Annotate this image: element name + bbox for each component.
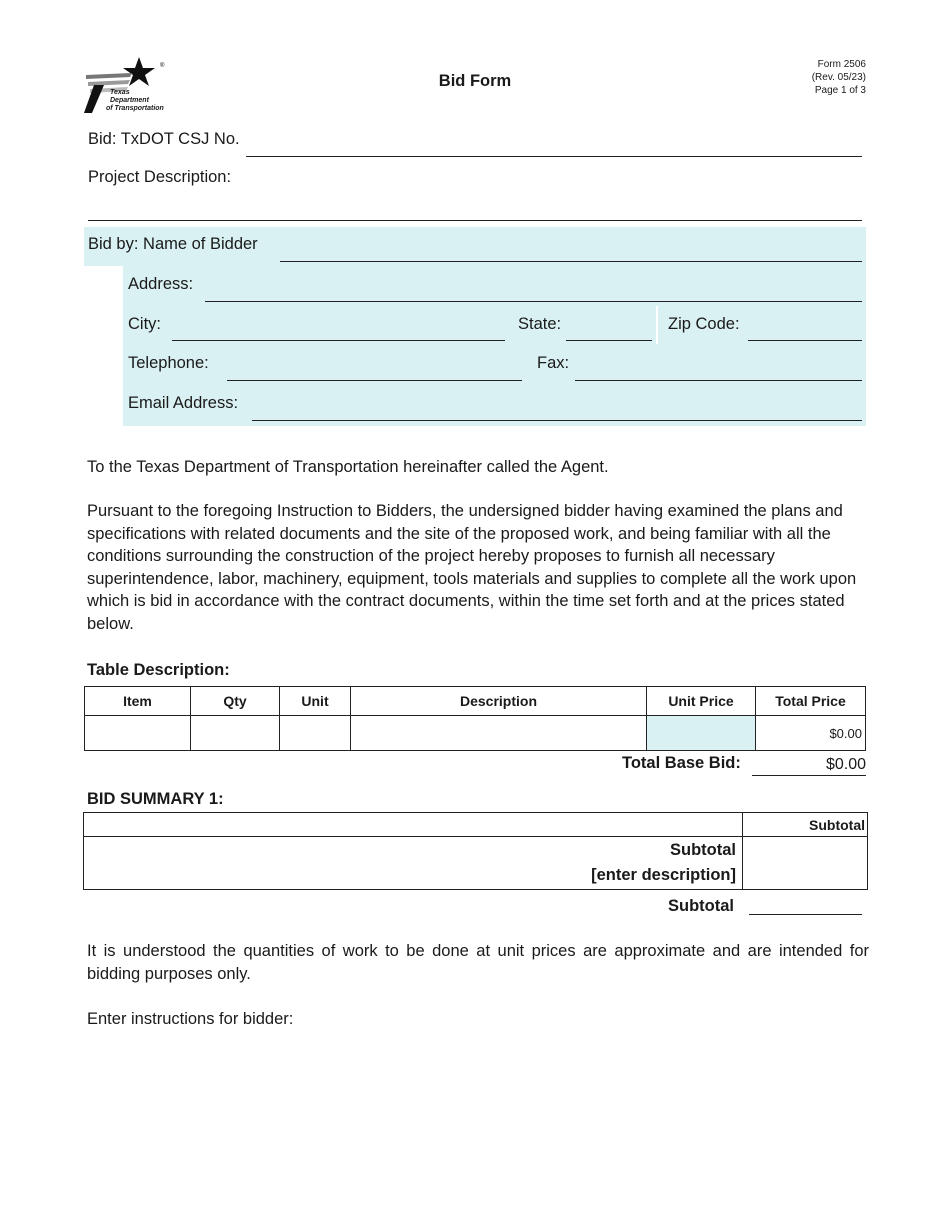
email-label: Email Address: bbox=[128, 394, 239, 412]
bidder-name-field[interactable] bbox=[280, 261, 862, 262]
total-base-bid-label: Total Base Bid: bbox=[622, 754, 741, 772]
csj-number-field[interactable] bbox=[246, 156, 862, 157]
summary-row bbox=[84, 837, 868, 890]
city-label: City: bbox=[128, 315, 161, 333]
summary-header-row bbox=[84, 813, 868, 837]
row-total-price: $0.00 bbox=[756, 716, 866, 751]
bid-table bbox=[84, 686, 866, 751]
form-info bbox=[812, 58, 866, 97]
summary-row-subtotal: Subtotal bbox=[670, 841, 736, 859]
city-field[interactable] bbox=[172, 340, 505, 341]
table-row bbox=[85, 716, 866, 751]
summary-row-label bbox=[84, 837, 743, 890]
logo-text-transportation: of Transportation bbox=[106, 105, 164, 112]
agent-line: To the Texas Department of Transportation hereinafter called the Agent. bbox=[87, 458, 609, 476]
unit-cell[interactable] bbox=[280, 716, 351, 751]
total-base-bid-value: $0.00 bbox=[752, 756, 866, 776]
summary-row-value[interactable] bbox=[743, 837, 868, 890]
summary-header-blank bbox=[84, 813, 743, 837]
zip-divider bbox=[656, 306, 658, 344]
zip-field[interactable] bbox=[748, 340, 862, 341]
zip-label: Zip Code: bbox=[668, 315, 740, 333]
state-field[interactable] bbox=[566, 340, 652, 341]
address-label: Address: bbox=[128, 275, 194, 293]
form-number: Form 2506 bbox=[817, 59, 866, 70]
page-number: Page 1 of 3 bbox=[814, 85, 866, 96]
bidder-name-label: Bid by: Name of Bidder bbox=[88, 235, 258, 253]
description-cell[interactable] bbox=[351, 716, 647, 751]
logo-text-texas: Texas bbox=[110, 89, 130, 96]
qty-cell[interactable] bbox=[191, 716, 280, 751]
bid-csj-label: Bid: TxDOT CSJ No. bbox=[88, 130, 240, 148]
bid-summary-heading: BID SUMMARY 1: bbox=[87, 790, 224, 808]
telephone-field[interactable] bbox=[227, 380, 522, 381]
table-caption: Table Description: bbox=[87, 661, 230, 679]
instructions-label: Enter instructions for bidder: bbox=[87, 1010, 294, 1028]
quantities-note: It is understood the quantities of work to be done at unit prices are approximate and are intended for bidding purposes only. bbox=[87, 942, 869, 983]
state-label: State: bbox=[518, 315, 562, 333]
unit-price-cell[interactable] bbox=[647, 716, 756, 751]
project-description-label: Project Description: bbox=[88, 168, 232, 186]
project-description-field[interactable] bbox=[88, 220, 862, 221]
summary-subtotal-field[interactable] bbox=[749, 914, 862, 915]
col-unit: Unit bbox=[280, 687, 351, 716]
fax-field[interactable] bbox=[575, 380, 862, 381]
fax-label: Fax: bbox=[537, 354, 570, 372]
address-field[interactable] bbox=[205, 301, 862, 302]
bid-table-header bbox=[85, 687, 866, 716]
col-item: Item bbox=[85, 687, 191, 716]
summary-row-description[interactable]: [enter description] bbox=[591, 866, 736, 884]
col-qty: Qty bbox=[191, 687, 280, 716]
logo-text-department: Department bbox=[110, 97, 149, 104]
telephone-label: Telephone: bbox=[128, 354, 209, 372]
svg-text:®: ® bbox=[160, 63, 165, 69]
email-field[interactable] bbox=[252, 420, 862, 421]
col-total-price: Total Price bbox=[756, 687, 866, 716]
item-cell[interactable] bbox=[85, 716, 191, 751]
col-unit-price: Unit Price bbox=[647, 687, 756, 716]
col-description: Description bbox=[351, 687, 647, 716]
form-revision: (Rev. 05/23) bbox=[811, 72, 866, 83]
summary-subtotal-label: Subtotal bbox=[668, 897, 734, 915]
pursuant-paragraph: Pursuant to the foregoing Instruction to Bidders, the undersigned bidder having examined the plans and specifications with related documents and the site of the proposed work, and being familiar with all the conditions surrounding the construction of the project hereby proposes to furnish all necessary superintendence, labor, machinery, equipment, tools materials and supplies to complete all the work upon which is bid in accordance with the contract documents, within the time set forth and at the prices stated below. bbox=[87, 502, 857, 633]
summary-subtotal-column: Subtotal bbox=[743, 813, 868, 837]
bid-summary-table bbox=[83, 812, 868, 890]
page-title: Bid Form bbox=[438, 72, 512, 90]
